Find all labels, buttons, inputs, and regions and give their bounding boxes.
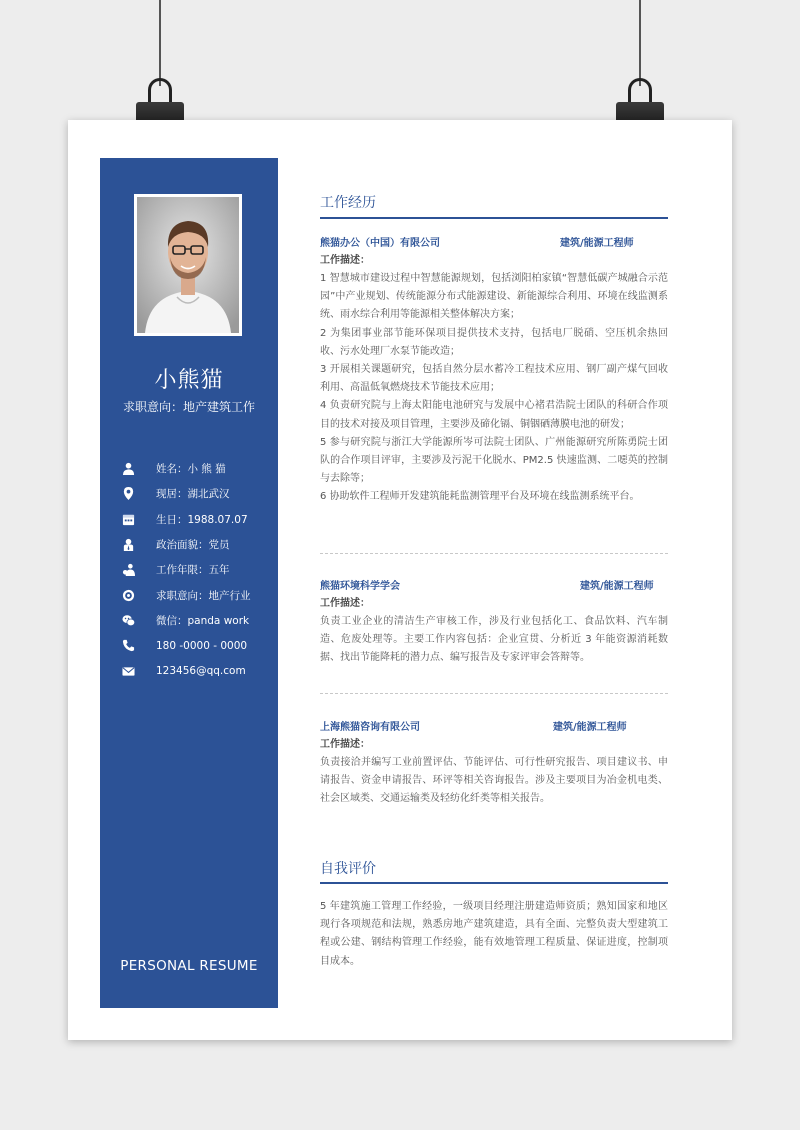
location-pin-icon bbox=[122, 487, 135, 500]
job-role: 建筑/能源工程师 bbox=[560, 238, 634, 249]
job-duty-item: 4 负责研究院与上海太阳能电池研究与发展中心褚君浩院士团队的科研合作项目的技术对接及项目管理，主要涉及碲化镉、铜铟硒薄膜电池的研发； bbox=[320, 400, 668, 430]
party-member-icon bbox=[122, 538, 135, 551]
job-description-label: 工作描述： bbox=[320, 739, 370, 750]
info-name-text: 姓名：小 熊 猫 bbox=[156, 463, 226, 476]
job-divider bbox=[320, 553, 668, 554]
info-birthday bbox=[122, 507, 251, 532]
info-wechat-text: 微信：panda work bbox=[156, 614, 250, 627]
resume-page bbox=[68, 120, 732, 1040]
job-entry-3 bbox=[320, 718, 668, 809]
job-intent: 求职意向：地产建筑工作 bbox=[122, 400, 255, 414]
hanging-wire-right bbox=[639, 0, 641, 86]
sidebar bbox=[100, 158, 278, 1008]
job-duty-item: 负责接洽并编写工业前置评估、节能评估、可行性研究报告、项目建议书、申请报告、资金申请报告、环评等相关咨询报告。涉及主要项目为冶金机电类、社会区域类、交通运输类及轻纺化纤类等相关报告。 bbox=[320, 757, 668, 805]
job-description-label: 工作描述： bbox=[320, 255, 370, 266]
job-entry-1 bbox=[320, 234, 668, 507]
email-icon bbox=[122, 665, 135, 678]
candidate-name: 小熊猫 bbox=[154, 368, 224, 393]
info-politics bbox=[122, 532, 251, 557]
job-entry-2 bbox=[320, 577, 668, 668]
info-name bbox=[122, 456, 251, 481]
job-duty-item: 2 为集团事业部节能环保项目提供技术支持，包括电厂脱硝、空压机余热回收、污水处理厂水泵节能改造； bbox=[320, 327, 668, 357]
work-experience-title: 工作经历 bbox=[320, 195, 376, 211]
job-description bbox=[320, 270, 668, 507]
self-evaluation-text: 5 年建筑施工管理工作经验，一级项目经理注册建造师资质；熟知国家和地区现行各项规范和法规，熟悉房地产建筑建造，具有全面、完整负责大型建筑工程或公建、钢结构管理工作经验，能有效地管理工程质量、保证进度，控制项目成本。 bbox=[320, 901, 668, 967]
calendar-icon bbox=[122, 513, 135, 526]
info-experience bbox=[122, 557, 251, 582]
company-name: 上海熊猫咨询有限公司 bbox=[320, 722, 420, 733]
info-phone-text: 180 -0000 - 0000 bbox=[156, 639, 248, 652]
person-icon bbox=[122, 462, 135, 475]
phone-icon bbox=[122, 639, 135, 652]
self-evaluation-title: 自我评价 bbox=[320, 861, 376, 877]
job-description bbox=[320, 613, 668, 668]
info-birthday-text: 生日：1988.07.07 bbox=[156, 513, 248, 526]
job-duty-item: 6 协助软件工程师开发建筑能耗监测管理平台及环境在线监测系统平台。 bbox=[320, 491, 640, 503]
job-duty-item: 5 参与研究院与浙江大学能源所岑可法院士团队、广州能源研究所陈勇院士团队的合作项目评审，主要涉及污泥干化脱水、PM2.5 快速监测、二噁英的控制与去除等； bbox=[320, 436, 668, 485]
target-icon bbox=[122, 589, 135, 602]
personal-resume-label: PERSONAL RESUME bbox=[120, 958, 258, 974]
portrait-photo bbox=[137, 197, 239, 333]
info-phone bbox=[122, 633, 251, 658]
company-name: 熊猫办公（中国）有限公司 bbox=[320, 238, 440, 249]
info-email bbox=[122, 658, 251, 683]
info-experience-text: 工作年限：五年 bbox=[156, 564, 230, 577]
info-location bbox=[122, 481, 251, 506]
job-role: 建筑/能源工程师 bbox=[553, 722, 627, 733]
info-wechat bbox=[122, 608, 251, 633]
info-email-text: 123456@qq.com bbox=[156, 665, 246, 678]
job-duty-item: 1 智慧城市建设过程中智慧能源规划，包括浏阳柏家镇“智慧低碳产城融合示范园”中产业规划、传统能源分布式能源建设、新能源综合利用、环境在线监测系统、雨水综合利用等能源相关整体解决方案； bbox=[320, 273, 668, 321]
self-evaluation-underline bbox=[320, 882, 668, 884]
company-name: 熊猫环境科学学会 bbox=[320, 581, 400, 592]
job-divider bbox=[320, 693, 668, 694]
experience-icon bbox=[122, 563, 135, 576]
job-duty-item: 负责工业企业的清洁生产审核工作，涉及行业包括化工、食品饮料、汽车制造、危废处理等。主要工作内容包括：企业宣贯、分析近 3 年能资源消耗数据、找出节能降耗的潜力点、编写报告及专家评审会答辩等。 bbox=[320, 616, 668, 664]
info-intent-text: 求职意向：地产行业 bbox=[156, 589, 251, 602]
wechat-icon bbox=[122, 614, 135, 627]
job-duty-item: 3 开展相关课题研究，包括自然分层水蓄冷工程技术应用、钢厂副产煤气回收利用、高温低氧燃烧技术节能技术应用； bbox=[320, 364, 668, 394]
info-location-text: 现居：湖北武汉 bbox=[156, 488, 230, 501]
work-experience-underline bbox=[320, 217, 668, 219]
job-role: 建筑/能源工程师 bbox=[580, 581, 654, 592]
job-description-label: 工作描述： bbox=[320, 598, 370, 609]
avatar bbox=[134, 194, 242, 336]
job-description bbox=[320, 754, 668, 809]
hanging-wire-left bbox=[159, 0, 161, 86]
info-intent bbox=[122, 582, 251, 607]
personal-info-list bbox=[122, 456, 251, 684]
info-politics-text: 政治面貌：党员 bbox=[156, 539, 230, 552]
